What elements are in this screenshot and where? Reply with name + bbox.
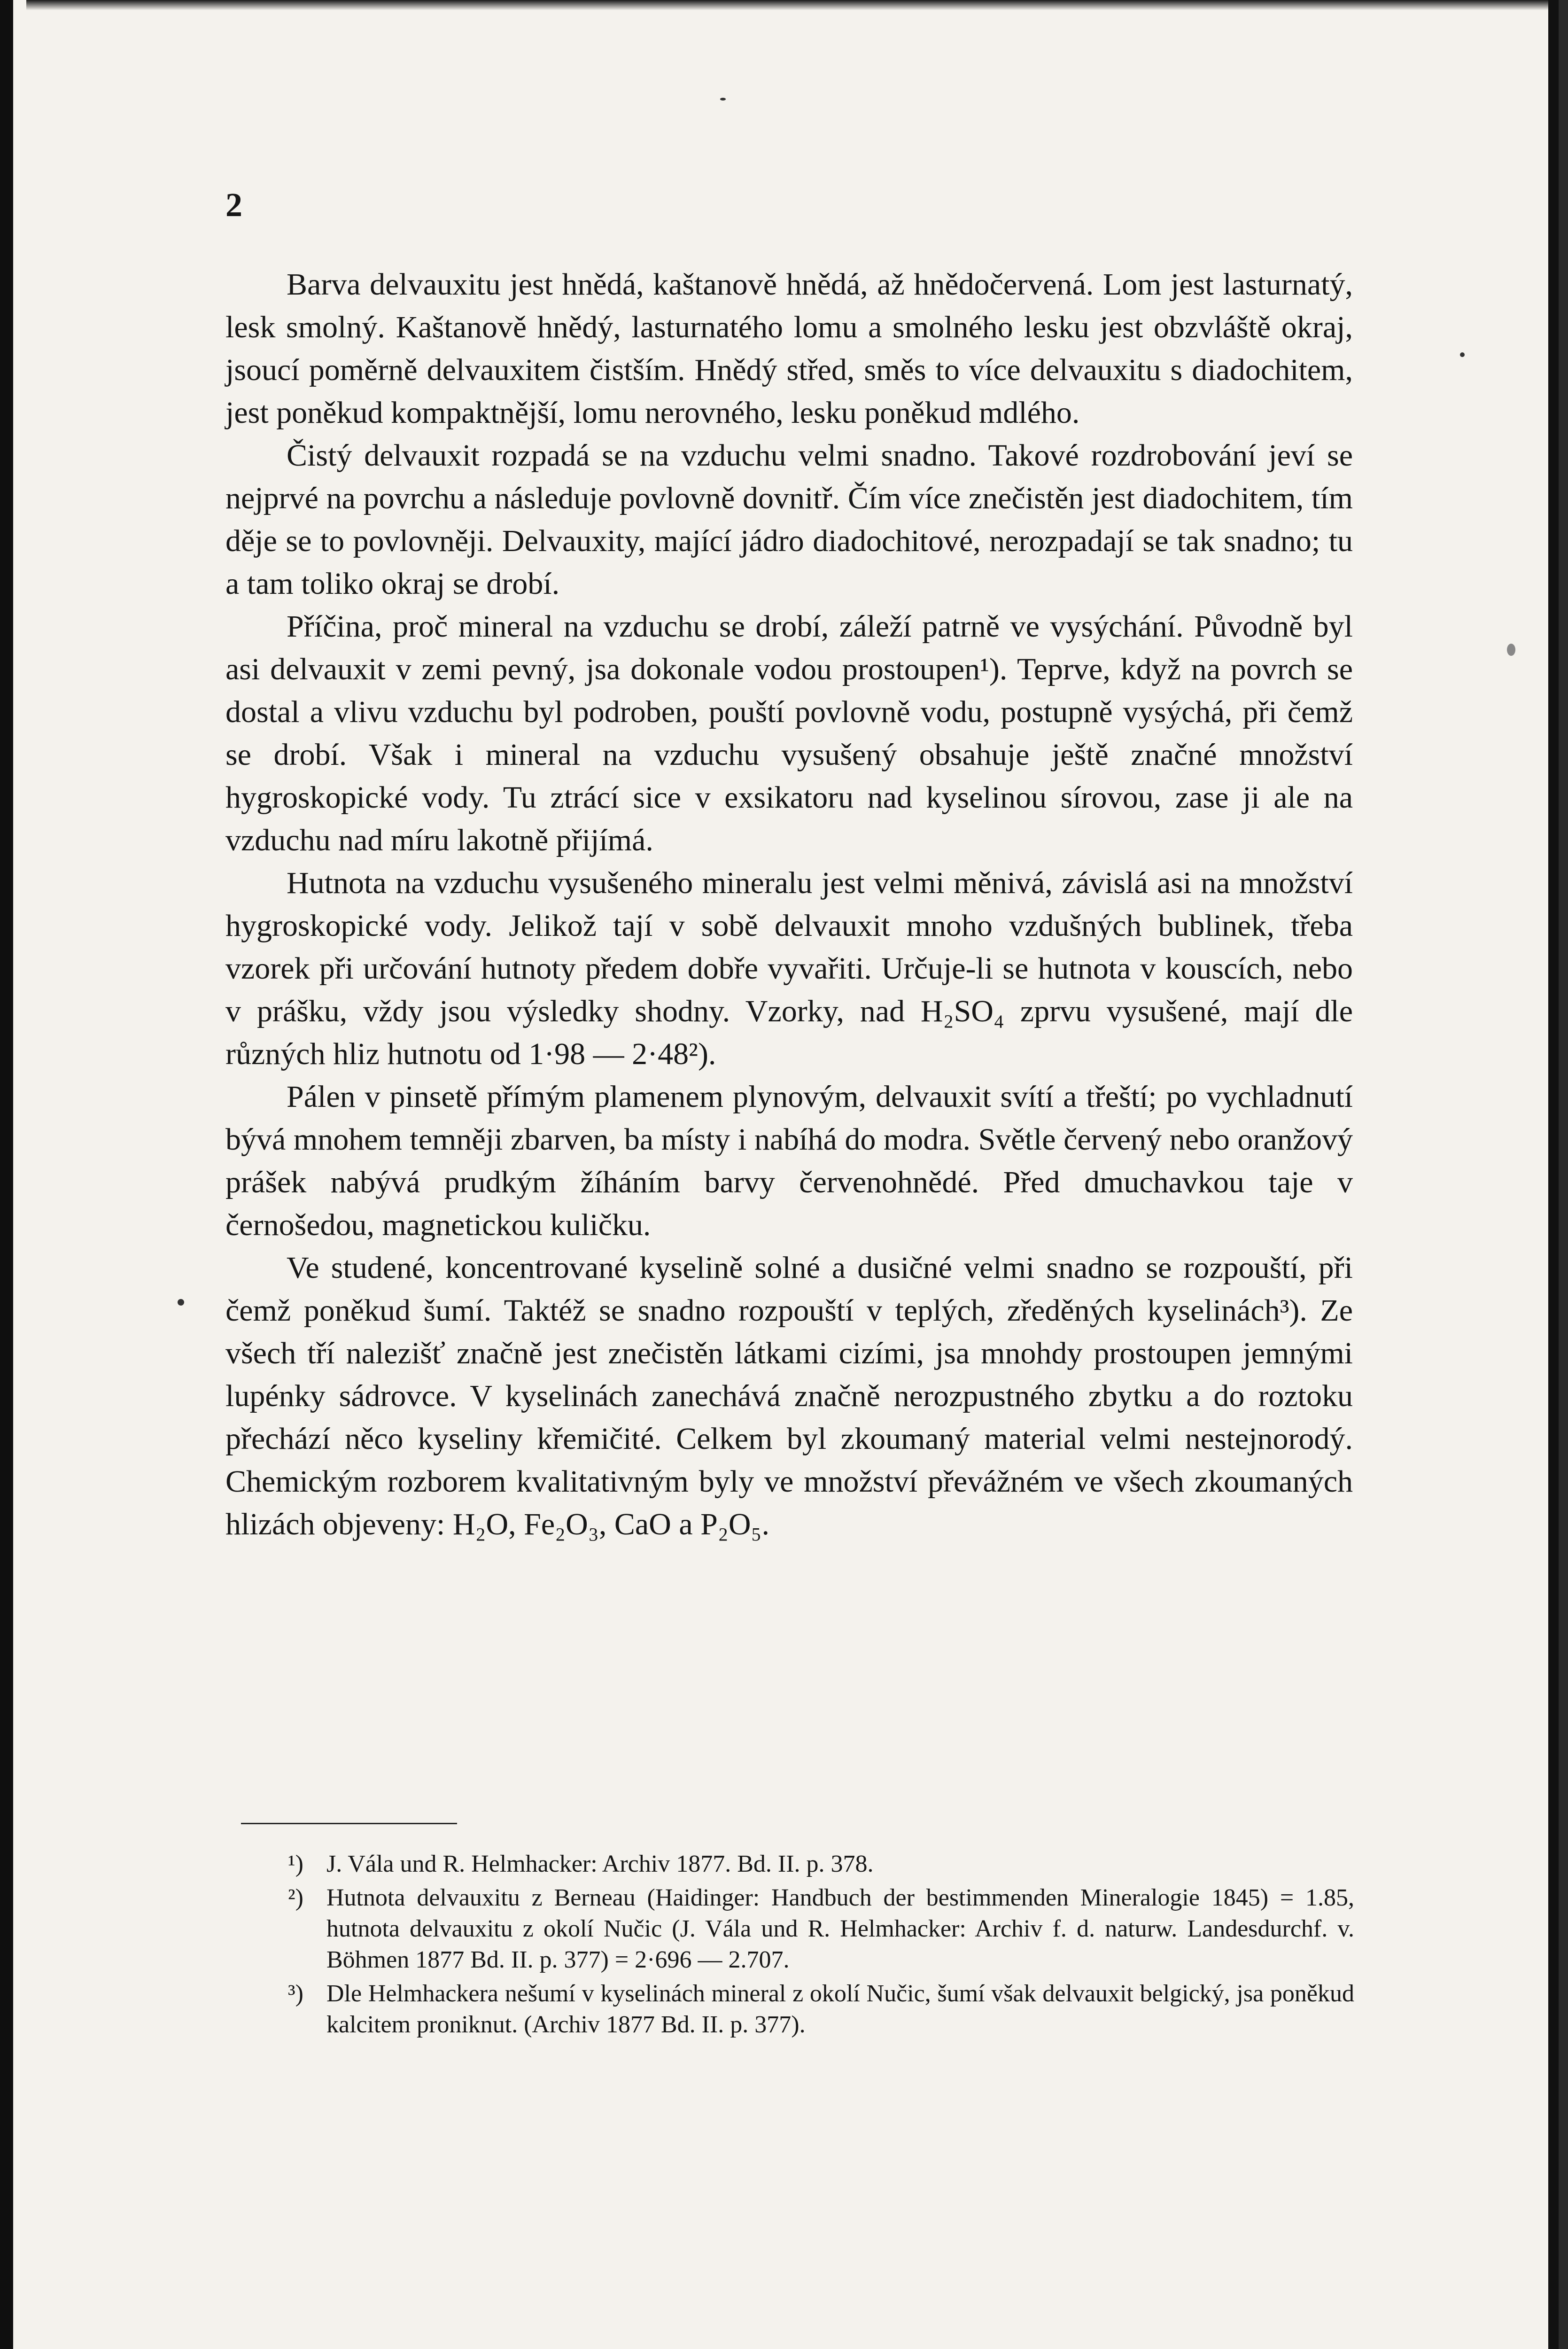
footnote-text: J. Vála und R. Helmhacker: Archiv 1877. Bd. II. p. 378. [326,1851,874,1877]
footnote-3 [288,1978,1354,2040]
footnote-text: Hutnota delvauxitu z Berneau (Haidinger: Handbuch der bestimmenden Mineralogie 1845) = 1.85, hutnota delvauxitu z okolí Nučic (J. Vála und R. Helmhacker: Archiv f. d. naturw. Landesdurchf. v. Böhmen 1877 Bd. II. p. 377) = 2·696 — 2.707. [326,1884,1354,1973]
paragraph-flame-test: Pálen v pinsetě přímým plamenem plynovým, delvauxit svítí a třeští; po vychladnutí bývá mnohem temněji zbarven, ba místy i nabíhá do modra. Světle červený nebo oranžový prášek nabývá prudkým žíháním barvy červenohnědé. Před dmuchavkou taje v černošedou, magnetickou kuličku. [225,1080,1353,1242]
paragraph-density: Hutnota na vzduchu vysušeného mineralu jest velmi měnivá, závislá asi na množství hygroskopické vody. Jelikož tají v sobě delvauxit mnoho vzdušných bublinek, třeba vzorek při určování hutnoty předem dobře vyvařiti. Určuje-li se hutnota v kouscích, nebo v prášku, vždy jsou výsledky shodny. Vzorky, nad H₂SO₄ zprvu vysušené, mají dle různých hliz hutnotu od 1·98 — 2·48²). [225,866,1353,1071]
footnote-text: Dle Helmhackera nešumí v kyselinách mineral z okolí Nučic, šumí však delvauxit belgický, jsa poněkud kalcitem proniknut. (Archiv 1877 Bd. II. p. 377). [326,1980,1354,2038]
main-text [225,263,1353,1546]
footnote-1 [288,1849,1354,1880]
paragraph-crumbling: Čistý delvauxit rozpadá se na vzduchu velmi snadno. Takové rozdrobování jeví se nejprvé na povrchu a následuje povlovně dovnitř. Čím více znečistěn jest diadochitem, tím děje se to povlovněji. Delvauxity, mající jádro diadochitové, nerozpadají se tak snadno; tu a tam toliko okraj se drobí. [225,438,1353,601]
footnote-2 [288,1882,1354,1976]
footnote-divider [241,1823,457,1824]
scan-speck [720,98,726,101]
page-number: 2 [225,186,242,224]
paragraph-solubility: Ve studené, koncentrované kyselině solné a dusičné velmi snadno se rozpouští, při čemž poněkud šumí. Taktéž se snadno rozpouští v teplých, zředěných kyselinách³). Ze všech tří nalezišť značně jest znečistěn látkami cizími, jsa mnohdy prostoupen jemnými lupénky sádrovce. V kyselinách zanechává značně nerozpustného zbytku a do roztoku přechází něco kyseliny křemičité. Celkem byl zkoumaný material velmi nestejnorodý. Chemickým rozborem kvalitativným byly ve množství převážném ve všech zkoumaných hlizách objeveny: H₂O, Fe₂O₃, CaO a P₂O₅. [225,1251,1353,1541]
scan-speck [1460,352,1465,357]
footnote-marker: ¹) [288,1851,303,1877]
scan-border-left [0,0,13,2349]
footnote-marker: ³) [288,1980,303,2007]
paragraph-cause: Příčina, proč mineral na vzduchu se drobí, záleží patrně ve vysýchání. Původně byl asi delvauxit v zemi pevný, jsa dokonale vodou prostoupen¹). Teprve, když na povrch se dostal a vlivu vzduchu byl podroben, pouští povlovně vodu, postupně vysýchá, při čemž se drobí. Však i mineral na vzduchu vysušený obsahuje ještě značné množství hygroskopické vody. Tu ztrácí sice v exsikatoru nad kyselinou sírovou, zase ji ale na vzduchu nad míru lakotně přijímá. [225,609,1353,857]
footnotes [288,1849,1354,2043]
scan-border-top [26,0,1559,10]
paragraph-color-lustre: Barva delvauxitu jest hnědá, kaštanově hnědá, až hnědočervená. Lom jest lasturnatý, lesk smolný. Kaštanově hnědý, lasturnatého lomu a smolného lesku jest obzvláště okraj, jsoucí poměrně delvauxitem čistším. Hnědý střed, směs to více delvauxitu s diadochitem, jest poněkud kompaktnější, lomu nerovného, lesku poněkud mdlého. [225,267,1353,430]
scan-speck [178,1299,184,1306]
scan-speck [1507,644,1515,656]
footnote-marker: ²) [288,1884,303,1911]
scan-border-right [1548,0,1559,2349]
book-page [13,0,1559,2349]
